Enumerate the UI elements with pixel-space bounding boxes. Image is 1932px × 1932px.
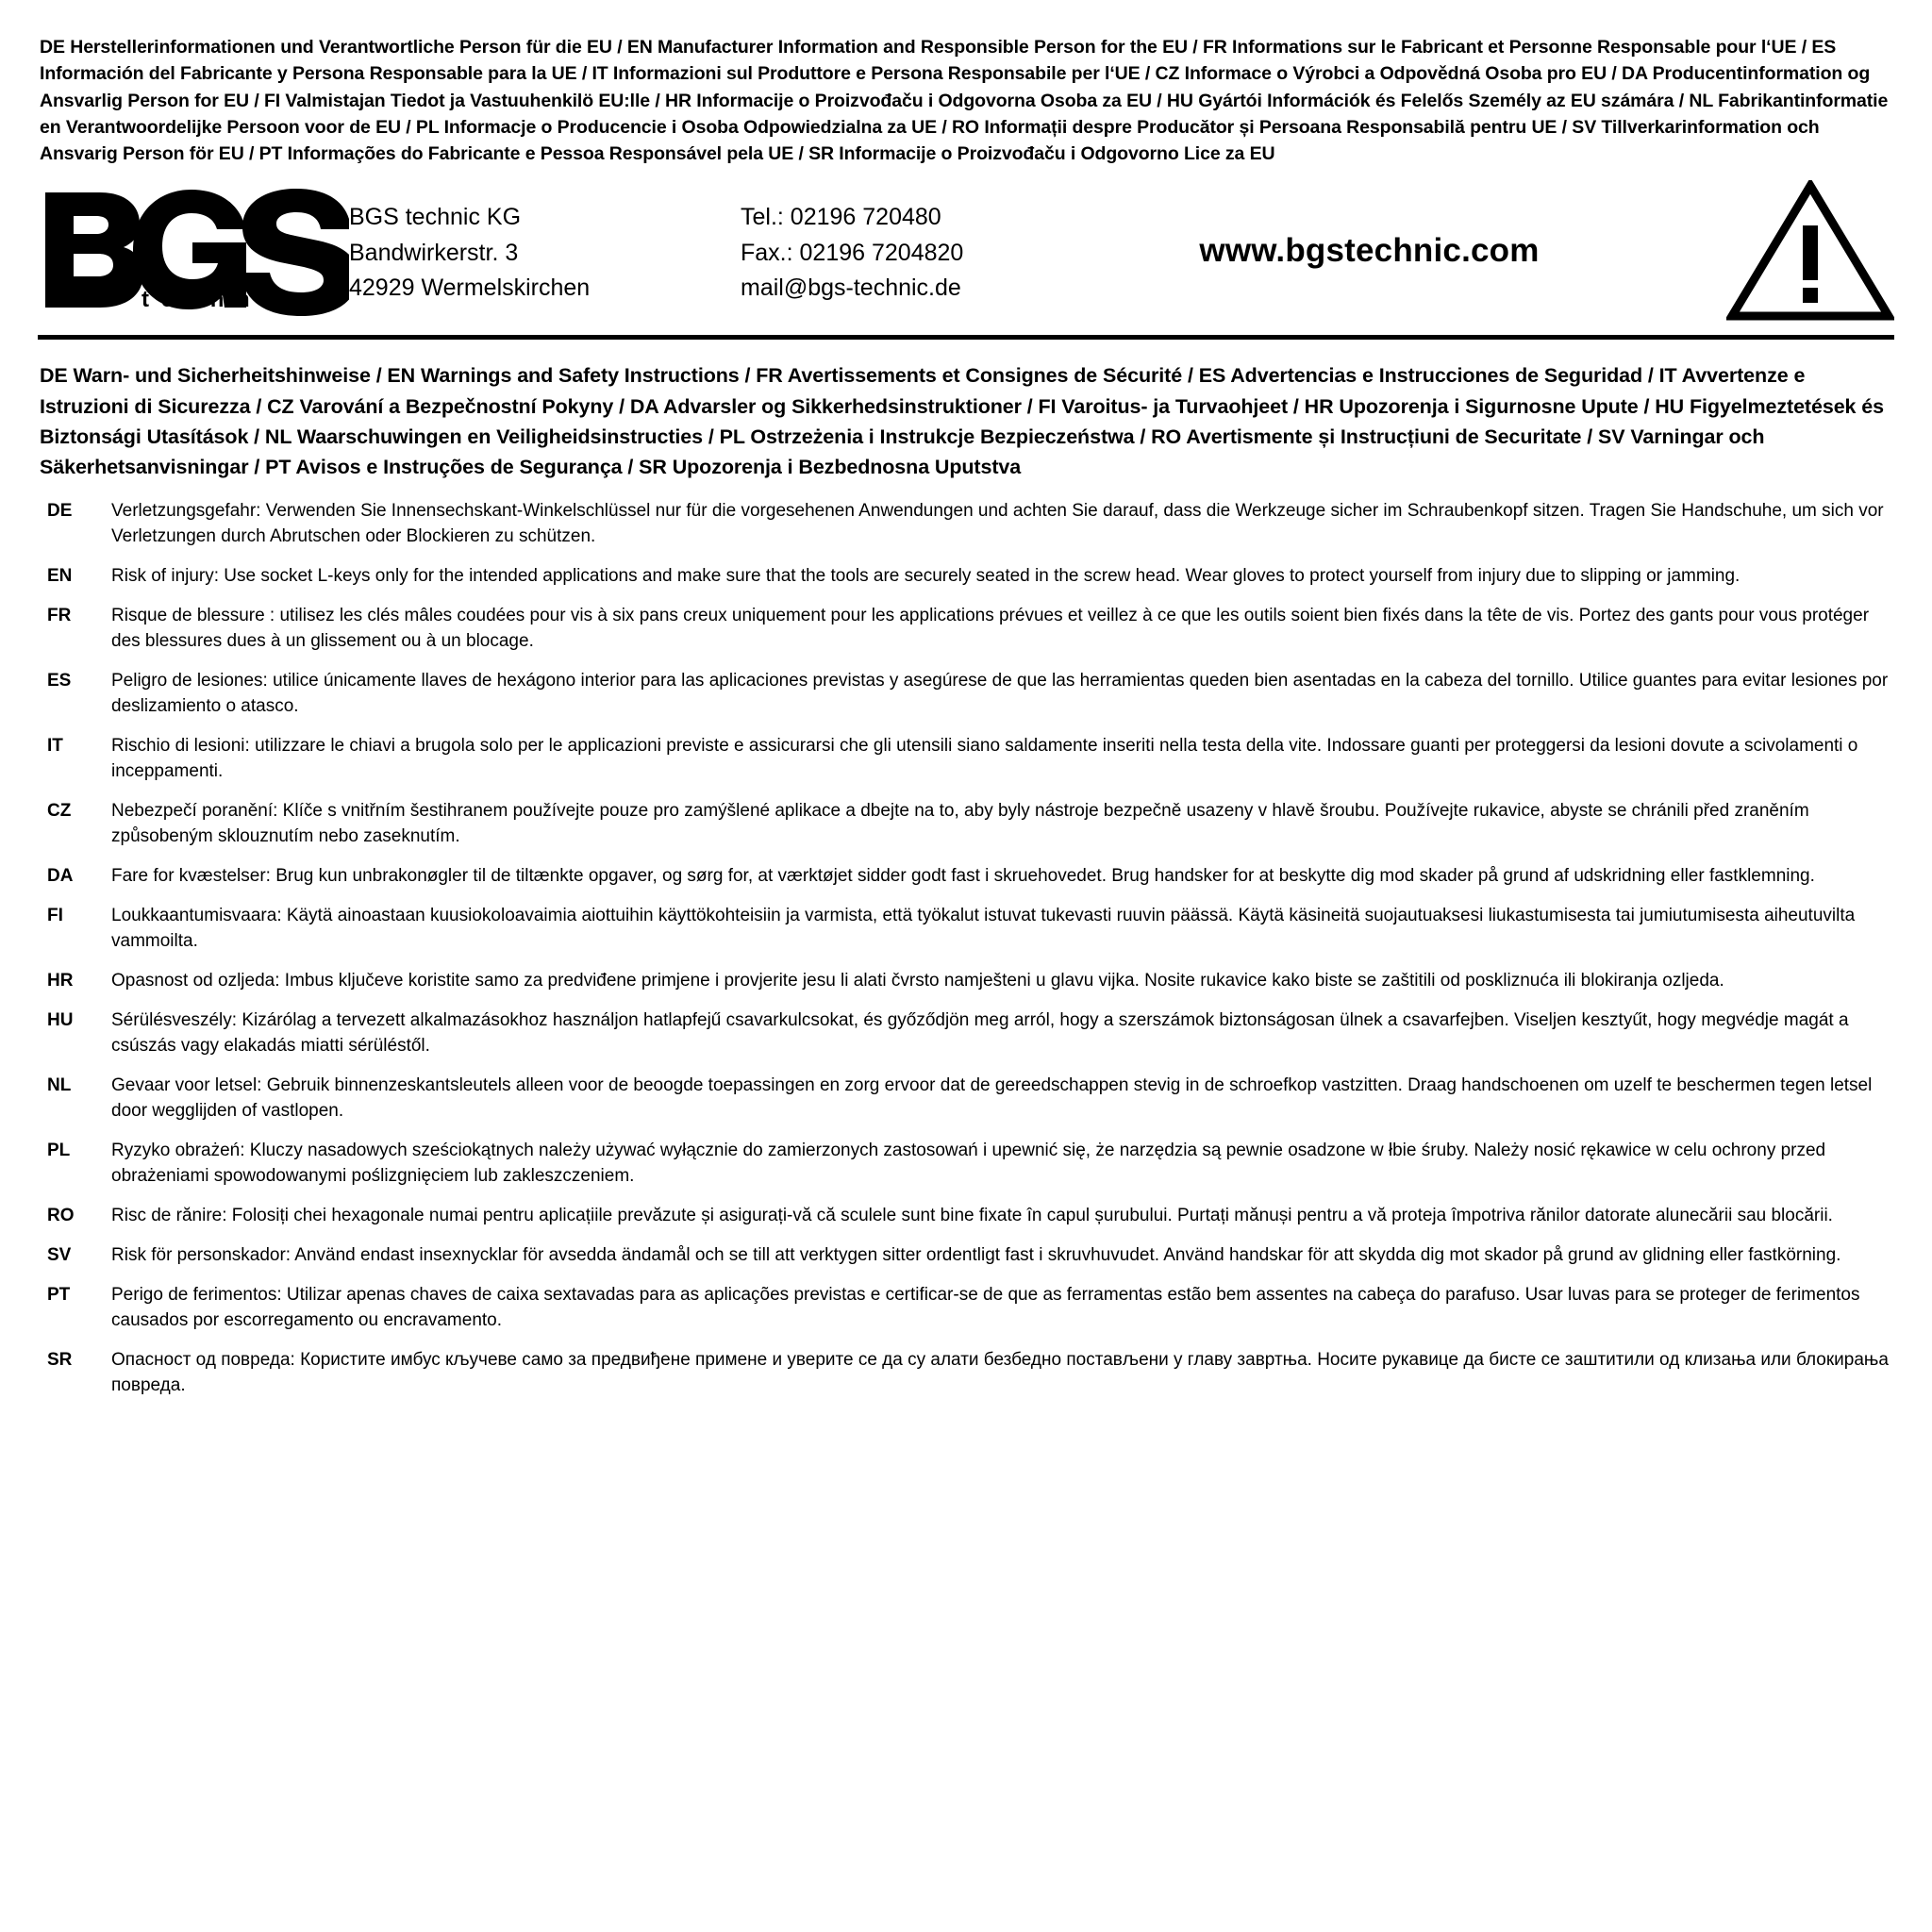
- company-fax: Fax.: 02196 7204820: [741, 239, 964, 266]
- company-tel: Tel.: 02196 720480: [741, 204, 941, 231]
- instruction-row-da: [47, 864, 1892, 890]
- instruction-row-sv: [47, 1243, 1892, 1269]
- multilingual-header: DE Herstellerinformationen und Verantwortliche Person für die EU / EN Manufacturer Information and Responsible Person for the EU / FR Informations sur le Fabricant et Personne Responsable pour l‘UE / ES Información del Fabricante y Persona Responsable para la UE / IT Informazioni sul Produttore e Persona Responsabile per l‘UE / CZ Informace o Výrobci a Odpovědná Osoba pro EU / DA Producentinformation og Ansvarlig Person for EU / FI Valmistajan Tiedot ja Vastuuhenkilö EU:lle / HR Informacije o Proizvođaču i Odgovorna Osoba za EU / HU Gyártói Információk és Felelős Személy az EU számára / NL Fabrikantinformatie en Verantwoordelijke Persoon voor de EU / PL Informacje o Producencie i Osoba Odpowiedzialna za UE / RO Informații despre Producător și Persoana Responsabilă pentru UE / SV Tillverkarinformation och Ansvarig Person för EU / PT Informações do Fabricante e Pessoa Responsável pela UE / SR Informacije o Proizvođaču i Odgovorno Lice za EU: [40, 37, 1889, 165]
- language-code: HU: [47, 1009, 74, 1030]
- language-code: PL: [47, 1140, 71, 1160]
- instructions-list: [38, 499, 1894, 1398]
- instruction-row-fi: [47, 904, 1892, 955]
- instruction-row-de: [47, 499, 1892, 550]
- instruction-row-nl: [47, 1074, 1892, 1124]
- warnings-heading: DE Warn- und Sicherheitshinweise / EN Warnings and Safety Instructions / FR Avertissements et Consignes de Sécurité / ES Advertencias e Instrucciones de Seguridad / IT Avvertenze e Istruzioni di Sicurezza / CZ Varování a Bezpečnostní Pokyny / DA Advarsler og Sikkerhedsinstruktioner / FI Varoitus- ja Turvaohjeet / HR Upozorenja i Sigurnosne Upute / HU Figyelmeztetések és Biztonsági Utasítások / NL Waarschuwingen en Veiligheidsinstructies / PL Ostrzeżenia i Instrukcje Bezpieczeństwa / RO Avertismente și Instrucțiuni de Securitate / SV Varningar och Säkerhetsanvisningar / PT Avisos e Instruções de Segurança / SR Upozorenja i Bezbednosna Uputstva: [40, 364, 1885, 479]
- instruction-row-pt: [47, 1283, 1892, 1334]
- company-address: [349, 196, 741, 307]
- instruction-row-hr: [47, 969, 1892, 994]
- warning-triangle-icon: [1724, 180, 1894, 322]
- company-email[interactable]: mail@bgs-technic.de: [741, 275, 961, 302]
- instruction-row-it: [47, 734, 1892, 785]
- language-code: SR: [47, 1349, 73, 1370]
- instruction-text: Nebezpečí poranění: Klíče s vnitřním šestihranem používejte pouze pro zamýšlené aplikace a dbejte na to, aby byly nástroje bezpečně usazeny v hlavě šroubu. Používejte rukavice, abyste se chránili před zraněním způsobeným sklouznutím nebo zaseknutím.: [111, 801, 1809, 847]
- language-code: EN: [47, 566, 73, 587]
- instruction-text: Risc de rănire: Folosiți chei hexagonale numai pentru aplicațiile prevăzute și asigurați-vă că sculele sunt bine fixate în capul șurubului. Purtați mănuși pentru a vă proteja împotriva rănilor datorate alunecării sau blocării.: [111, 1205, 1833, 1225]
- instruction-text: Peligro de lesiones: utilice únicamente llaves de hexágono interior para las aplicaciones previstas y asegúrese de que las herramientas queden bien asentadas en la cabeza del tornillo. Utilice guantes para evitar lesiones por deslizamiento o atasco.: [111, 671, 1889, 717]
- company-website[interactable]: www.bgstechnic.com: [1199, 232, 1540, 270]
- instruction-text: Ryzyko obrażeń: Kluczy nasadowych sześciokątnych należy używać wyłącznie do zamierzonych zastosowań i upewnić się, że narzędzia są pewnie osadzone w łbie śruby. Należy nosić rękawice w celu ochrony przed obrażeniami spowodowanymi poślizgnięciem lub zakleszczeniem.: [111, 1140, 1826, 1186]
- company-city: 42929 Wermelskirchen: [349, 275, 591, 302]
- instruction-text: Verletzungsgefahr: Verwenden Sie Innensechskant-Winkelschlüssel nur für die vorgesehenen Anwendungen und achten Sie darauf, dass die Werkzeuge sicher im Schraubenkopf sitzen. Tragen Sie Handschuhe, um sich vor Verletzungen durch Abrutschen oder Blockieren zu schützen.: [111, 501, 1884, 547]
- instruction-text: Risk of injury: Use socket L-keys only for the intended applications and make sure that the tools are securely seated in the screw head. Wear gloves to protect yourself from injury due to slipping or jamming.: [111, 566, 1740, 587]
- language-code: DE: [47, 501, 73, 522]
- company-name: BGS technic KG: [349, 204, 522, 231]
- instruction-text: Rischio di lesioni: utilizzare le chiavi a brugola solo per le applicazioni previste e assicurarsi che gli utensili siano saldamente inseriti nella testa della vite. Indossare guanti per proteggersi da lesioni dovute a scivolamenti o inceppamenti.: [111, 736, 1858, 782]
- instruction-text: Опасност од повреда: Користите имбус кључеве само за предвиђене примене и уверите се да су алати безбедно постављени у главу завртња. Носите рукавице да бисте се заштитили од клизања или блокирања повреда.: [111, 1349, 1889, 1395]
- language-code: NL: [47, 1074, 72, 1095]
- language-code: IT: [47, 736, 63, 757]
- company-contact: [741, 196, 1052, 307]
- language-code: FR: [47, 606, 72, 626]
- instruction-row-hu: [47, 1008, 1892, 1059]
- instruction-row-en: [47, 564, 1892, 590]
- registered-mark: ®: [308, 192, 326, 222]
- instruction-row-cz: [47, 799, 1892, 850]
- instruction-row-pl: [47, 1139, 1892, 1190]
- instruction-text: Opasnost od ozljeda: Imbus ključeve koristite samo za predviđene primjene i provjerite jesu li alati čvrsto namješteni u glavu vijka. Nosite rukavice kako biste se zaštitili od poskliznuća ili blokiranja ozljeda.: [111, 970, 1724, 991]
- language-code: PT: [47, 1284, 71, 1305]
- instruction-text: Risque de blessure : utilisez les clés mâles coudées pour vis à six pans creux uniquement pour les applications prévues et veillez à ce que les outils soient bien fixés dans la tête de vis. Portez des gants pour vous protéger des blessures dues à un glissement ou à un blocage.: [111, 606, 1870, 652]
- instruction-text: Perigo de ferimentos: Utilizar apenas chaves de caixa sextavadas para as aplicações previstas e certificar-se de que as ferramentas estão bem assentes na cabeça do parafuso. Usar luvas para se proteger de ferimentos causados por escorregamento ou encravamento.: [111, 1284, 1860, 1330]
- bgs-logo: [38, 185, 349, 317]
- instruction-text: Risk för personskador: Använd endast insexnycklar för avsedda ändamål och se till att verktygen sitter ordentligt fast i skruvhuvudet. Använd handskar för att skydda dig mot skador på grund av glidning eller fastkörning.: [111, 1244, 1841, 1265]
- company-street: Bandwirkerstr. 3: [349, 239, 519, 266]
- language-code: DA: [47, 865, 74, 886]
- instruction-row-es: [47, 669, 1892, 720]
- language-code: HR: [47, 970, 74, 991]
- language-code: ES: [47, 671, 72, 691]
- company-info-band: [38, 180, 1894, 340]
- language-code: RO: [47, 1205, 75, 1225]
- language-code: CZ: [47, 801, 72, 822]
- instruction-text: Gevaar voor letsel: Gebruik binnenzeskantsleutels alleen voor de beoogde toepassingen en zorg ervoor dat de gereedschappen stevig in de schroefkop vastzitten. Draag handschoenen om uzelf te beschermen tegen letsel door wegglijden of vastlopen.: [111, 1074, 1873, 1121]
- logo-subtext: t e c h n i c: [142, 287, 296, 313]
- language-code: FI: [47, 905, 63, 925]
- instruction-text: Loukkaantumisvaara: Käytä ainoastaan kuusiokoloavaimia aiottuihin käyttökohteisiin ja varmista, että työkalut istuvat tukevasti ruuvin päässä. Käytä käsineitä suojautuaksesi liukastumisesta tai jumiutumisesta aiheutuvilta vammoilta.: [111, 905, 1856, 951]
- instruction-text: Fare for kvæstelser: Brug kun unbrakonøgler til de tiltænkte opgaver, og sørg for, at værktøjet sidder godt fast i skruehovedet. Brug handsker for at beskytte dig mod skader på grund af udskridning eller fastklemning.: [111, 865, 1815, 886]
- instruction-row-fr: [47, 604, 1892, 655]
- instruction-text: Sérülésveszély: Kizárólag a tervezett alkalmazásokhoz használjon hatlapfejű csavarkulcsokat, és győződjön meg arról, hogy a szerszámok biztonságosan ülnek a csavarfejben. Viseljen kesztyűt, hogy megvédje magát a csúszás vagy elakadás miatti sérüléstől.: [111, 1009, 1849, 1056]
- language-code: SV: [47, 1244, 72, 1265]
- instruction-row-ro: [47, 1204, 1892, 1229]
- instruction-row-sr: [47, 1348, 1892, 1399]
